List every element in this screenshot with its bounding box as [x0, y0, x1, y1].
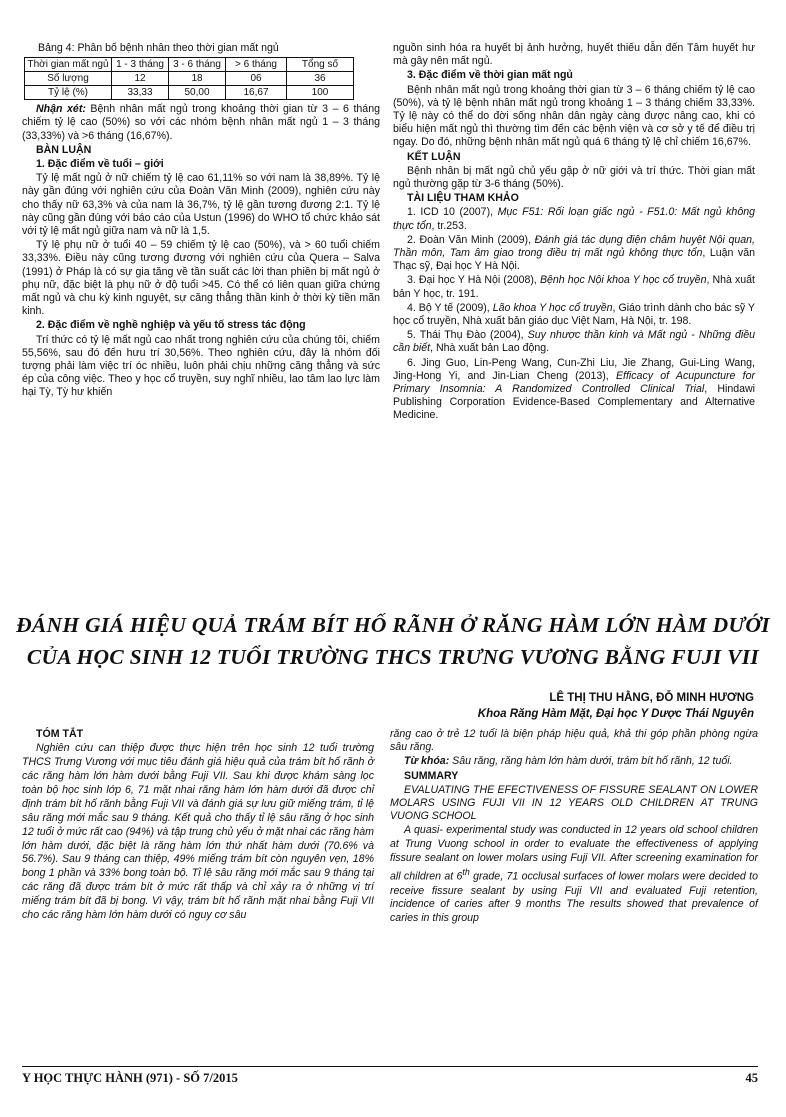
reference-item: 3. Đại học Y Hà Nội (2008), Bệnh học Nội khoa Y học cổ truyền, Nhà xuất bản Y học, tr. 191. — [393, 274, 755, 300]
table-header-row — [25, 58, 354, 72]
keywords-label: Từ khóa: — [404, 755, 450, 768]
table-header-cell: Thời gian mất ngủ — [25, 58, 112, 72]
paragraph: Bệnh nhân mất ngủ trong khoảng thời gian từ 3 – 6 tháng chiếm tỷ lệ cao (50%), và tỷ lệ bệnh nhân mất ngủ trong khoảng 1 – 3 tháng chiếm 33,33%. Tỷ lệ này có thể do đời sống nhân dân ngày càng được nâng cao, khi có biểu hiện mất ngủ thì thường tìm đến các bệnh viện và cơ sở y tế để điều trị ngay. Do đó, những bệnh nhân mất ngủ quá 6 tháng tỷ lệ chỉ chiếm 16,67%. — [393, 83, 755, 149]
table-cell: 16,67 — [226, 86, 287, 100]
table-cell: 50,00 — [169, 86, 226, 100]
summary-heading: SUMMARY — [404, 769, 459, 782]
table-cell: 06 — [226, 72, 287, 86]
abstract-heading: TÓM TẮT — [36, 728, 84, 740]
table-cell: 12 — [112, 72, 169, 86]
right-column-top — [393, 42, 755, 424]
left-column-top — [22, 42, 380, 401]
section-heading: 1. Đặc điểm về tuổi – giới — [36, 158, 164, 171]
paragraph: Tỷ lệ mất ngủ ở nữ chiếm tỷ lệ cao 61,11% so với nam là 38,89%. Tỷ lệ này gần đúng với nghiên cứu của Đoàn Văn Minh (2009), nghiên cứu này cho thấy nữ 63,3% và của nam là 36,7%, tỷ lệ gần tương đương 2:1. Tỷ lệ này cũng gần đúng với báo cáo của Ustun (1996) do WHO tổ chức khảo sát với tỷ lệ mất ngủ giữa nam và nữ là 1,5. — [22, 172, 380, 238]
remark-text: Bệnh nhân mất ngủ trong khoảng thời gian từ 3 – 6 tháng chiếm tỷ lệ cao (50%) so với các nhóm bệnh nhân mất ngủ 1 – 3 tháng (33,33%) và >6 tháng (16,67%). — [22, 103, 380, 142]
table-row — [25, 72, 354, 86]
article-title-line-2: CỦA HỌC SINH 12 TUỔI TRƯỜNG THCS TRƯNG VƯƠNG BẰNG FUJI VII — [26, 645, 760, 669]
reference-item: 6. Jing Guo, Lin-Peng Wang, Cun-Zhi Liu, Jie Zhang, Gui-Ling Wang, Jing-Hong Yi, and Jin-Lian Cheng (2013), Efficacy of Acupuncture for Primary Insomnia: A Randomized Controlled Clinical Trial, Hindawi Publishing Corporation Evidence-Based Complementary and Alternative Medicine. — [393, 356, 755, 422]
table-header-cell: 1 - 3 tháng — [112, 58, 169, 72]
reference-item: 5. Thái Thụ Đào (2004), Suy nhược thần kinh và Mất ngủ - Những điều cần biết, Nhà xuất bản Lao động. — [393, 329, 756, 355]
journal-name: Y HỌC THỰC HÀNH (971) - SỐ 7/2015 — [22, 1071, 238, 1085]
page-footer — [22, 1066, 758, 1086]
abstract-text: Nghiên cứu can thiệp được thực hiện trên học sinh 12 tuổi trường THCS Trưng Vương với mục tiêu đánh giá hiệu quả của trám bít hố rãnh ở các răng hàm lớn hàm dưới bằng Fuji VII. Sau khi được khám sàng lọc toàn bộ học sinh lớp 6, 71 mặt nhai răng hàm lớn hàm dưới đã được chỉ định trám bít hố rãnh bằng Fuji VII và đánh giá sự lưu giữ miếng trám, tỉ lệ sâu răng mới mắc sau 9 tháng. Kết quả cho thấy tỉ lệ sâu răng ở học sinh 12 tuổi ở mức rất cao (94%) và tập trung chủ yếu ở mặt nhai các răng hàm lớn hàm dưới, đặc biệt là răng hàm lớn thứ nhất hàm dưới (70.6% và 56.7%). Sau 9 tháng can thiệp, 49% miếng trám bít còn nguyên vẹn, 18% bong 1 phần và 33% bong toàn bộ. Tỉ lệ sâu răng mới mắc sau 9 tháng tại các răng đã được trám bít ở mức rất thấp và chỉ xảy ra ở những vị trí miếng trám bít đã bị bong. Vì vậy, trám bít hố rãnh mặt nhai bằng Fuji VII cho các răng hàm lớn hàm dưới có nguy cơ sâu — [22, 742, 374, 922]
insomnia-duration-table — [24, 57, 354, 100]
paragraph: Tỷ lệ phụ nữ ở tuổi 40 – 59 chiếm tỷ lệ cao (50%), và > 60 tuổi chiếm 33,33%. Điều này cũng tương đương với nghiên cứu của Quera – Salva (1991) ở Pháp là có sự gia tăng về tần suất các lời than phiền bị mất ngủ ở phụ nữ, đặc biệt là phụ nữ ở độ tuổi >45. Có thể có liên quan giữa chứng mất ngủ và chu kỳ kinh nguyệt, sự căng thẳng thần kinh ở thời kỳ tiền mãn kinh. — [22, 239, 380, 318]
authors: LÊ THỊ THU HẰNG, ĐỖ MINH HƯƠNG — [549, 692, 754, 704]
english-title: EVALUATING THE EFECTIVENESS OF FISSURE SEALANT ON LOWER MOLARS USING FUJI VII IN 12 YEARS OLD CHILDREN AT TRUNG VUONG SCHOOL — [390, 783, 758, 823]
right-column-bottom — [390, 728, 758, 927]
author-block — [374, 690, 754, 722]
table-cell: 36 — [287, 72, 354, 86]
page-number: 45 — [745, 1071, 758, 1085]
affiliation: Khoa Răng Hàm Mặt, Đại học Y Dược Thái Nguyên — [477, 708, 754, 720]
table-cell: 33,33 — [112, 86, 169, 100]
reference-item: 1. ICD 10 (2007), Mục F51: Rối loạn giấc ngủ - F51.0: Mất ngủ không thực tổn, tr.253. — [393, 206, 756, 232]
paragraph: Bệnh nhân bị mất ngủ chủ yếu gặp ở nữ giới và trí thức. Thời gian mất ngủ thường gặp từ 3-6 tháng (50%). — [393, 164, 755, 191]
keywords — [390, 755, 758, 768]
conclusion-heading: KẾT LUẬN — [407, 150, 461, 163]
table-cell: 100 — [287, 86, 354, 100]
keywords-text: Sâu răng, răng hàm lớn hàm dưới, trám bít hố rãnh, 12 tuổi. — [449, 755, 733, 768]
paragraph: nguồn sinh hóa ra huyết bị ảnh hưởng, huyết thiếu dẫn đến Tâm huyết hư mà gây nên mất ngủ. — [393, 42, 755, 68]
article-title-line-1: ĐÁNH GIÁ HIỆU QUẢ TRÁM BÍT HỐ RÃNH Ở RĂNG HÀM LỚN HÀM DƯỚI — [16, 613, 770, 637]
table-cell: Tỷ lệ (%) — [25, 86, 112, 100]
section-heading: 3. Đặc điểm về thời gian mất ngủ — [407, 69, 573, 82]
table-row — [25, 86, 354, 100]
reference-item: 4. Bộ Y tế (2009), Lão khoa Y học cổ truyền, Giáo trình dành cho bác sỹ Y học cổ truyền, Nhà xuất bản giáo dục Việt Nam, Hà Nội, tr. 198. — [393, 301, 755, 328]
discussion-heading: BÀN LUẬN — [36, 143, 92, 156]
table-cell: Số lượng — [25, 72, 112, 86]
table-header-cell: Tổng số — [287, 58, 354, 72]
section-heading: 2. Đặc điểm về nghề nghiệp và yếu tố stress tác động — [36, 319, 306, 332]
table-caption: Bảng 4: Phân bố bệnh nhân theo thời gian mất ngủ — [38, 42, 279, 54]
references-heading: TÀI LIỆU THAM KHẢO — [407, 192, 519, 205]
table-header-cell: 3 - 6 tháng — [169, 58, 226, 72]
table-remark — [22, 103, 380, 143]
table-cell: 18 — [169, 72, 226, 86]
reference-item: 2. Đoàn Văn Minh (2009), Đánh giá tác dụng điện châm huyệt Nội quan, Thần môn, Tam âm giao trong điều trị mất ngủ không thực tổn, Luận văn Thạc sỹ, Đại học Y Hà Nội. — [393, 233, 755, 273]
remark-label: Nhận xét: — [36, 103, 86, 116]
abstract-continued: răng cao ở trẻ 12 tuổi là biện pháp hiệu quả, khả thi góp phần phòng ngừa sâu răng. — [390, 728, 758, 754]
paragraph: Trí thức có tỷ lệ mất ngủ cao nhất trong nghiên cứu của chúng tôi, chiếm 55,56%, sau đó đến hưu trí 30,56%. Theo nghiên cứu, đây là nhóm đối tượng phải làm việc trí óc nhiều, luôn phải chịu những căng thẳng và sức ép của công việc. Theo y học cổ truyền, suy nghĩ nhiều, lao tâm lao lực làm hại Tỳ, Tỳ hư khiến — [22, 333, 380, 399]
english-abstract: A quasi- experimental study was conducted in 12 years old school children at Trung Vuong school in order to evaluate the effectiveness of applying fissure sealant on lower molars using Fuji VII. After screening examination for all children at 6th grade, 71 occlusal surfaces of lower molars were decided to receive fissure sealant by using Fuji VII and evaluated Fuji retention, incidence of caries after 9 months The results showed that prevalence of caries in this group — [390, 824, 758, 925]
left-column-bottom — [22, 728, 374, 924]
table-header-cell: > 6 tháng — [226, 58, 287, 72]
